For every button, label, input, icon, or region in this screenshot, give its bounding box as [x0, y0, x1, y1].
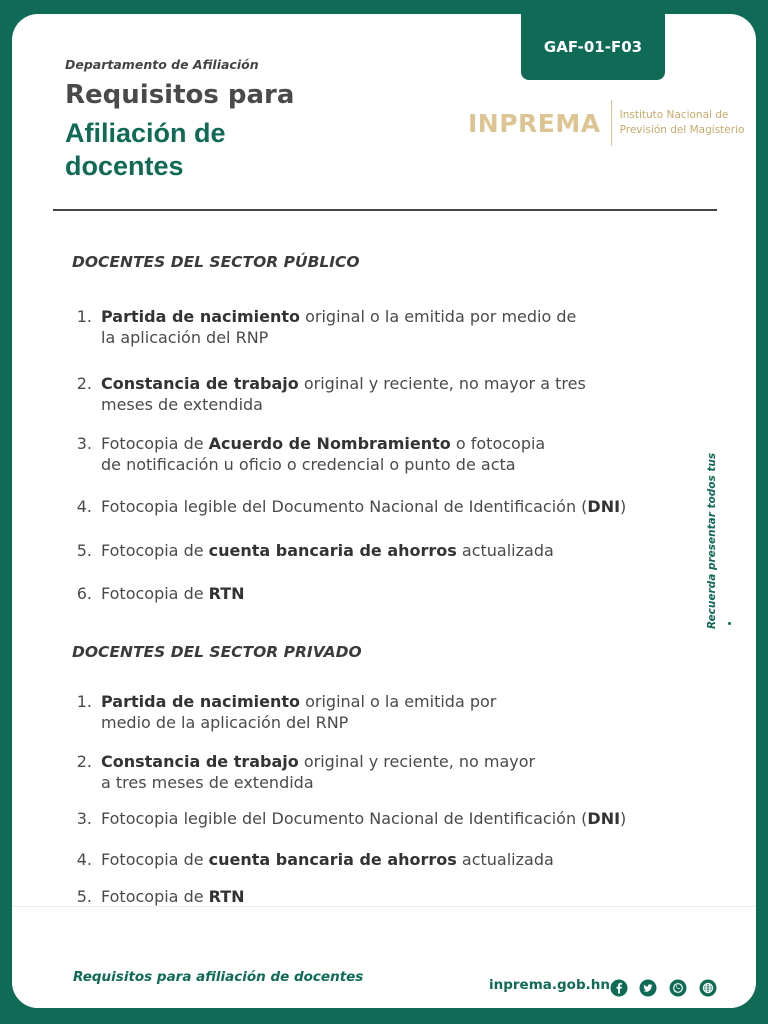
twitter-icon[interactable] [639, 979, 657, 997]
list-text: Fotocopia de RTN [101, 584, 245, 603]
private-section-heading: DOCENTES DEL SECTOR PRIVADO [72, 643, 362, 661]
list-text: Constancia de trabajo original y reciente, no mayor a tres meses de extendida [101, 374, 586, 414]
list-text: Partida de nacimiento original o la emitida por medio de la aplicación del RNP [101, 692, 497, 732]
side-reminder-text: Recuerda presentar todos tus [706, 452, 718, 629]
list-text: Fotocopia de cuenta bancaria de ahorros actualizada [101, 541, 554, 560]
list-number: 3. [76, 434, 92, 453]
list-text: Fotocopia de RTN [101, 887, 245, 906]
website-link[interactable]: inprema.gob.hn [489, 977, 610, 993]
logo-subtitle-line-2: Previsión del Magisterio [619, 124, 745, 136]
document-page [12, 14, 756, 1008]
list-number: 4. [76, 497, 92, 516]
inprema-logo [468, 100, 744, 146]
department-label: Departamento de Afiliación [65, 57, 259, 72]
title-line-1: Requisitos para [65, 80, 295, 110]
logo-subtitle-line-1: Instituto Nacional de [619, 109, 729, 121]
list-text: Partida de nacimiento original o la emitida por medio de la aplicación del RNP [101, 307, 577, 347]
logo-divider [611, 100, 612, 146]
whatsapp-icon[interactable] [669, 979, 687, 997]
public-section-heading: DOCENTES DEL SECTOR PÚBLICO [72, 253, 360, 271]
footer [12, 906, 756, 1008]
logo-wordmark: INPREMA [468, 108, 601, 138]
list-number: 4. [76, 850, 92, 869]
title-line-2: Afiliación de docentes [65, 118, 226, 181]
list-text: Fotocopia de cuenta bancaria de ahorros actualizada [101, 850, 554, 869]
list-text: Fotocopia legible del Documento Nacional de Identificación (DNI) [101, 809, 627, 828]
list-text: Fotocopia de Acuerdo de Nombramiento o fotocopia de notificación u oficio o credencial o punto de acta [101, 434, 546, 474]
list-number: 6. [76, 584, 92, 603]
list-number: 2. [76, 752, 92, 771]
footer-caption: Requisitos para afiliación de docentes [73, 969, 364, 985]
logo-subtitle [620, 108, 745, 138]
list-number: 5. [76, 887, 92, 906]
header-divider [53, 209, 717, 211]
list-number: 3. [76, 809, 92, 828]
list-number: 1. [76, 307, 92, 326]
list-number: 5. [76, 541, 92, 560]
facebook-icon[interactable] [610, 979, 628, 997]
list-text: Fotocopia legible del Documento Nacional de Identificación (DNI) [101, 497, 627, 516]
side-reminder-dot [728, 622, 731, 625]
web-icon[interactable] [699, 979, 717, 997]
form-code-badge: GAF-01-F03 [521, 14, 665, 80]
list-number: 2. [76, 374, 92, 393]
list-number: 1. [76, 692, 92, 711]
list-text: Constancia de trabajo original y reciente, no mayor a tres meses de extendida [101, 752, 536, 792]
